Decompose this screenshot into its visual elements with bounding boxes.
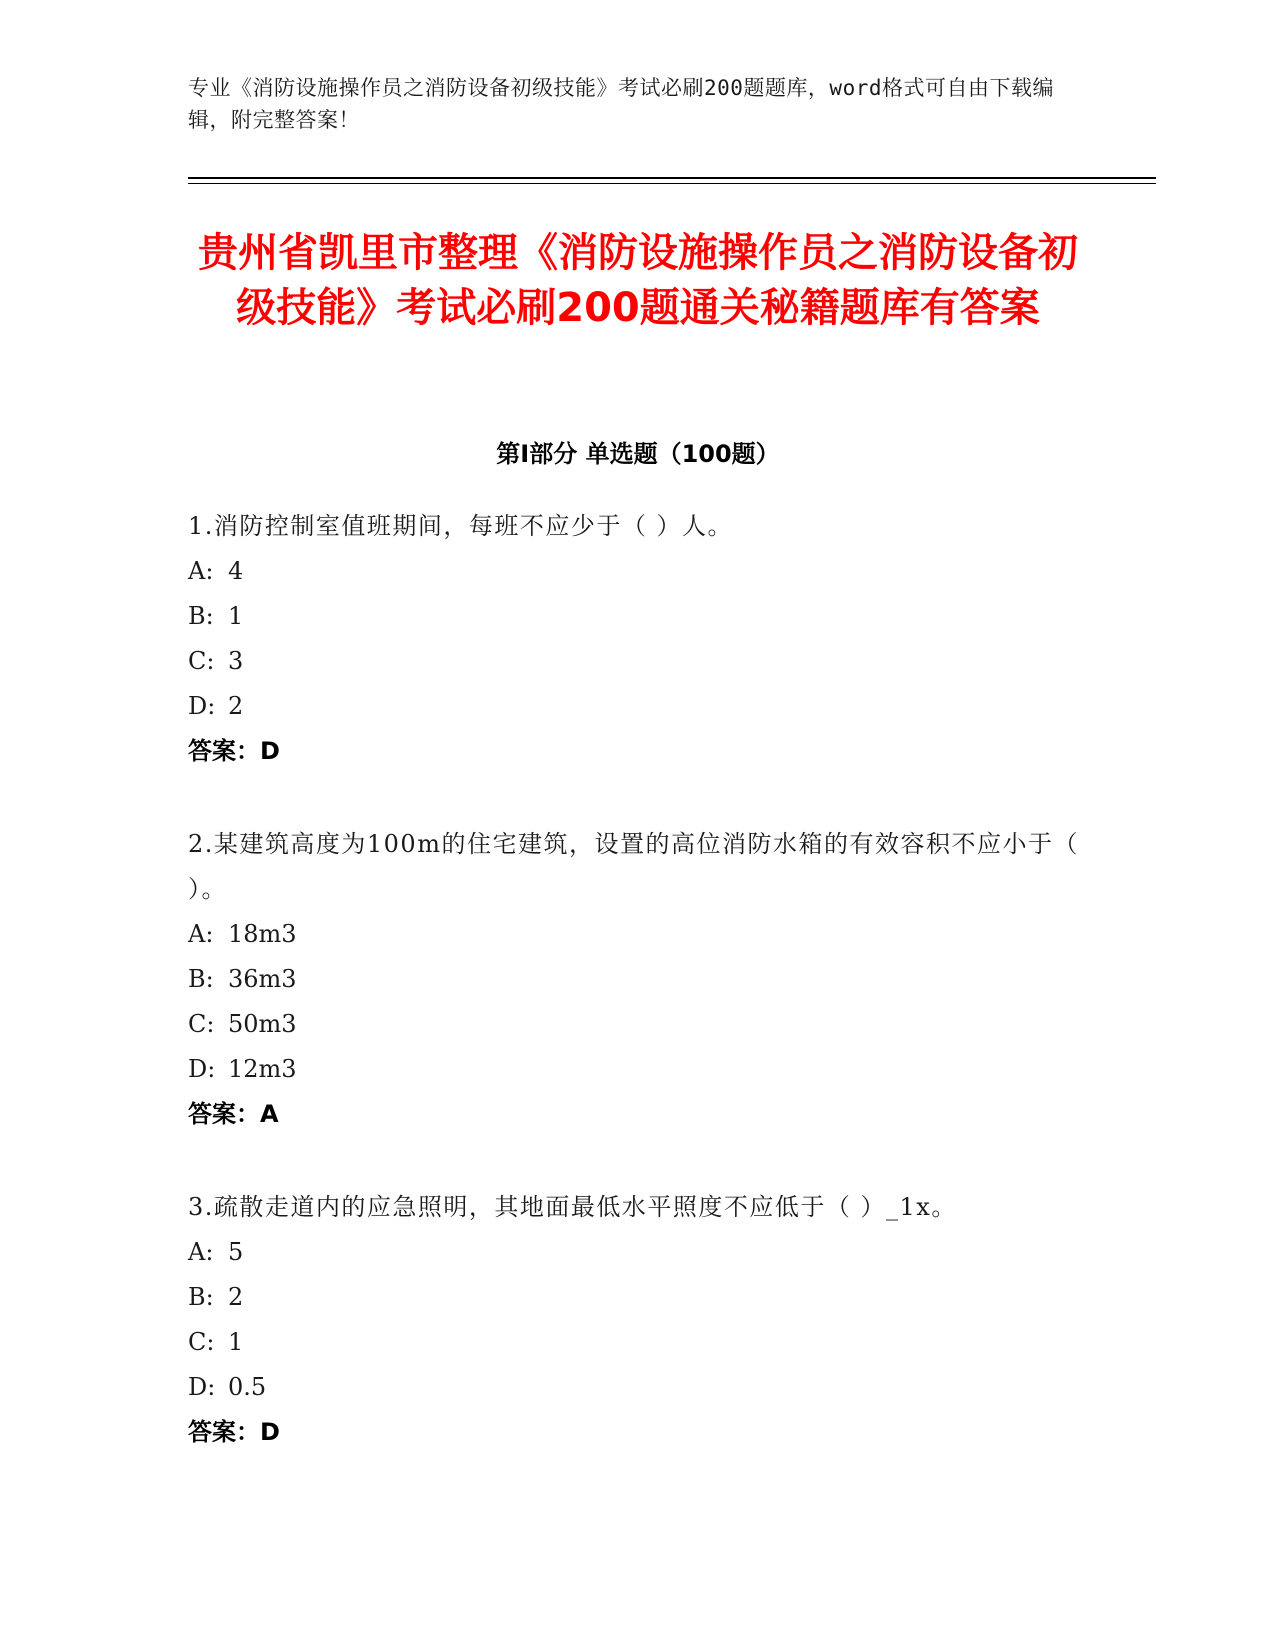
option-d	[188, 1365, 1088, 1410]
question-3	[188, 1185, 1088, 1455]
option-value: 3	[228, 647, 244, 675]
option-key: A:	[188, 920, 214, 948]
option-a	[188, 549, 1088, 594]
option-a	[188, 1230, 1088, 1275]
option-value: 4	[228, 557, 244, 585]
question-2	[188, 822, 1088, 1137]
option-value: 18m3	[228, 920, 297, 948]
header-rule-thick	[188, 177, 1156, 179]
option-key: D:	[188, 1373, 216, 1401]
answer: 答案：A	[188, 1100, 279, 1128]
question-stem: 1.消防控制室值班期间，每班不应少于（ ）人。	[188, 512, 734, 540]
option-value: 36m3	[228, 965, 297, 993]
option-d	[188, 684, 1088, 729]
option-b	[188, 594, 1088, 639]
question-stem: 2.某建筑高度为100m的住宅建筑，设置的高位消防水箱的有效容积不应小于（ ）。	[188, 830, 1079, 903]
question-stem: 3.疏散走道内的应急照明，其地面最低水平照度不应低于（ ）_1x。	[188, 1193, 957, 1221]
option-d	[188, 1047, 1088, 1092]
header-note: 专业《消防设施操作员之消防设备初级技能》考试必刷200题题库，word格式可自由下载编辑，附完整答案！	[188, 76, 1054, 132]
option-value: 0.5	[228, 1373, 267, 1401]
option-a	[188, 912, 1088, 957]
option-b	[188, 957, 1088, 1002]
option-value: 50m3	[228, 1010, 297, 1038]
question-1	[188, 504, 1088, 774]
option-key: C:	[188, 647, 215, 675]
answer: 答案：D	[188, 1418, 280, 1446]
option-key: A:	[188, 1238, 214, 1266]
option-key: C:	[188, 1328, 215, 1356]
option-c	[188, 1320, 1088, 1365]
option-key: B:	[188, 1283, 214, 1311]
option-b	[188, 1275, 1088, 1320]
header-rule-thin	[188, 183, 1156, 184]
option-key: D:	[188, 1055, 216, 1083]
option-key: C:	[188, 1010, 215, 1038]
option-key: B:	[188, 602, 214, 630]
option-key: A:	[188, 557, 214, 585]
option-value: 5	[228, 1238, 244, 1266]
option-value: 2	[228, 1283, 244, 1311]
document-title: 贵州省凯里市整理《消防设施操作员之消防设备初级技能》考试必刷200题通关秘籍题库有答案	[198, 230, 1078, 331]
section-heading: 第I部分 单选题（100题）	[496, 440, 780, 468]
option-value: 2	[228, 692, 244, 720]
option-c	[188, 1002, 1088, 1047]
option-value: 12m3	[228, 1055, 297, 1083]
option-key: D:	[188, 692, 216, 720]
option-value: 1	[228, 1328, 244, 1356]
option-c	[188, 639, 1088, 684]
option-key: B:	[188, 965, 214, 993]
answer: 答案：D	[188, 737, 280, 765]
option-value: 1	[228, 602, 244, 630]
